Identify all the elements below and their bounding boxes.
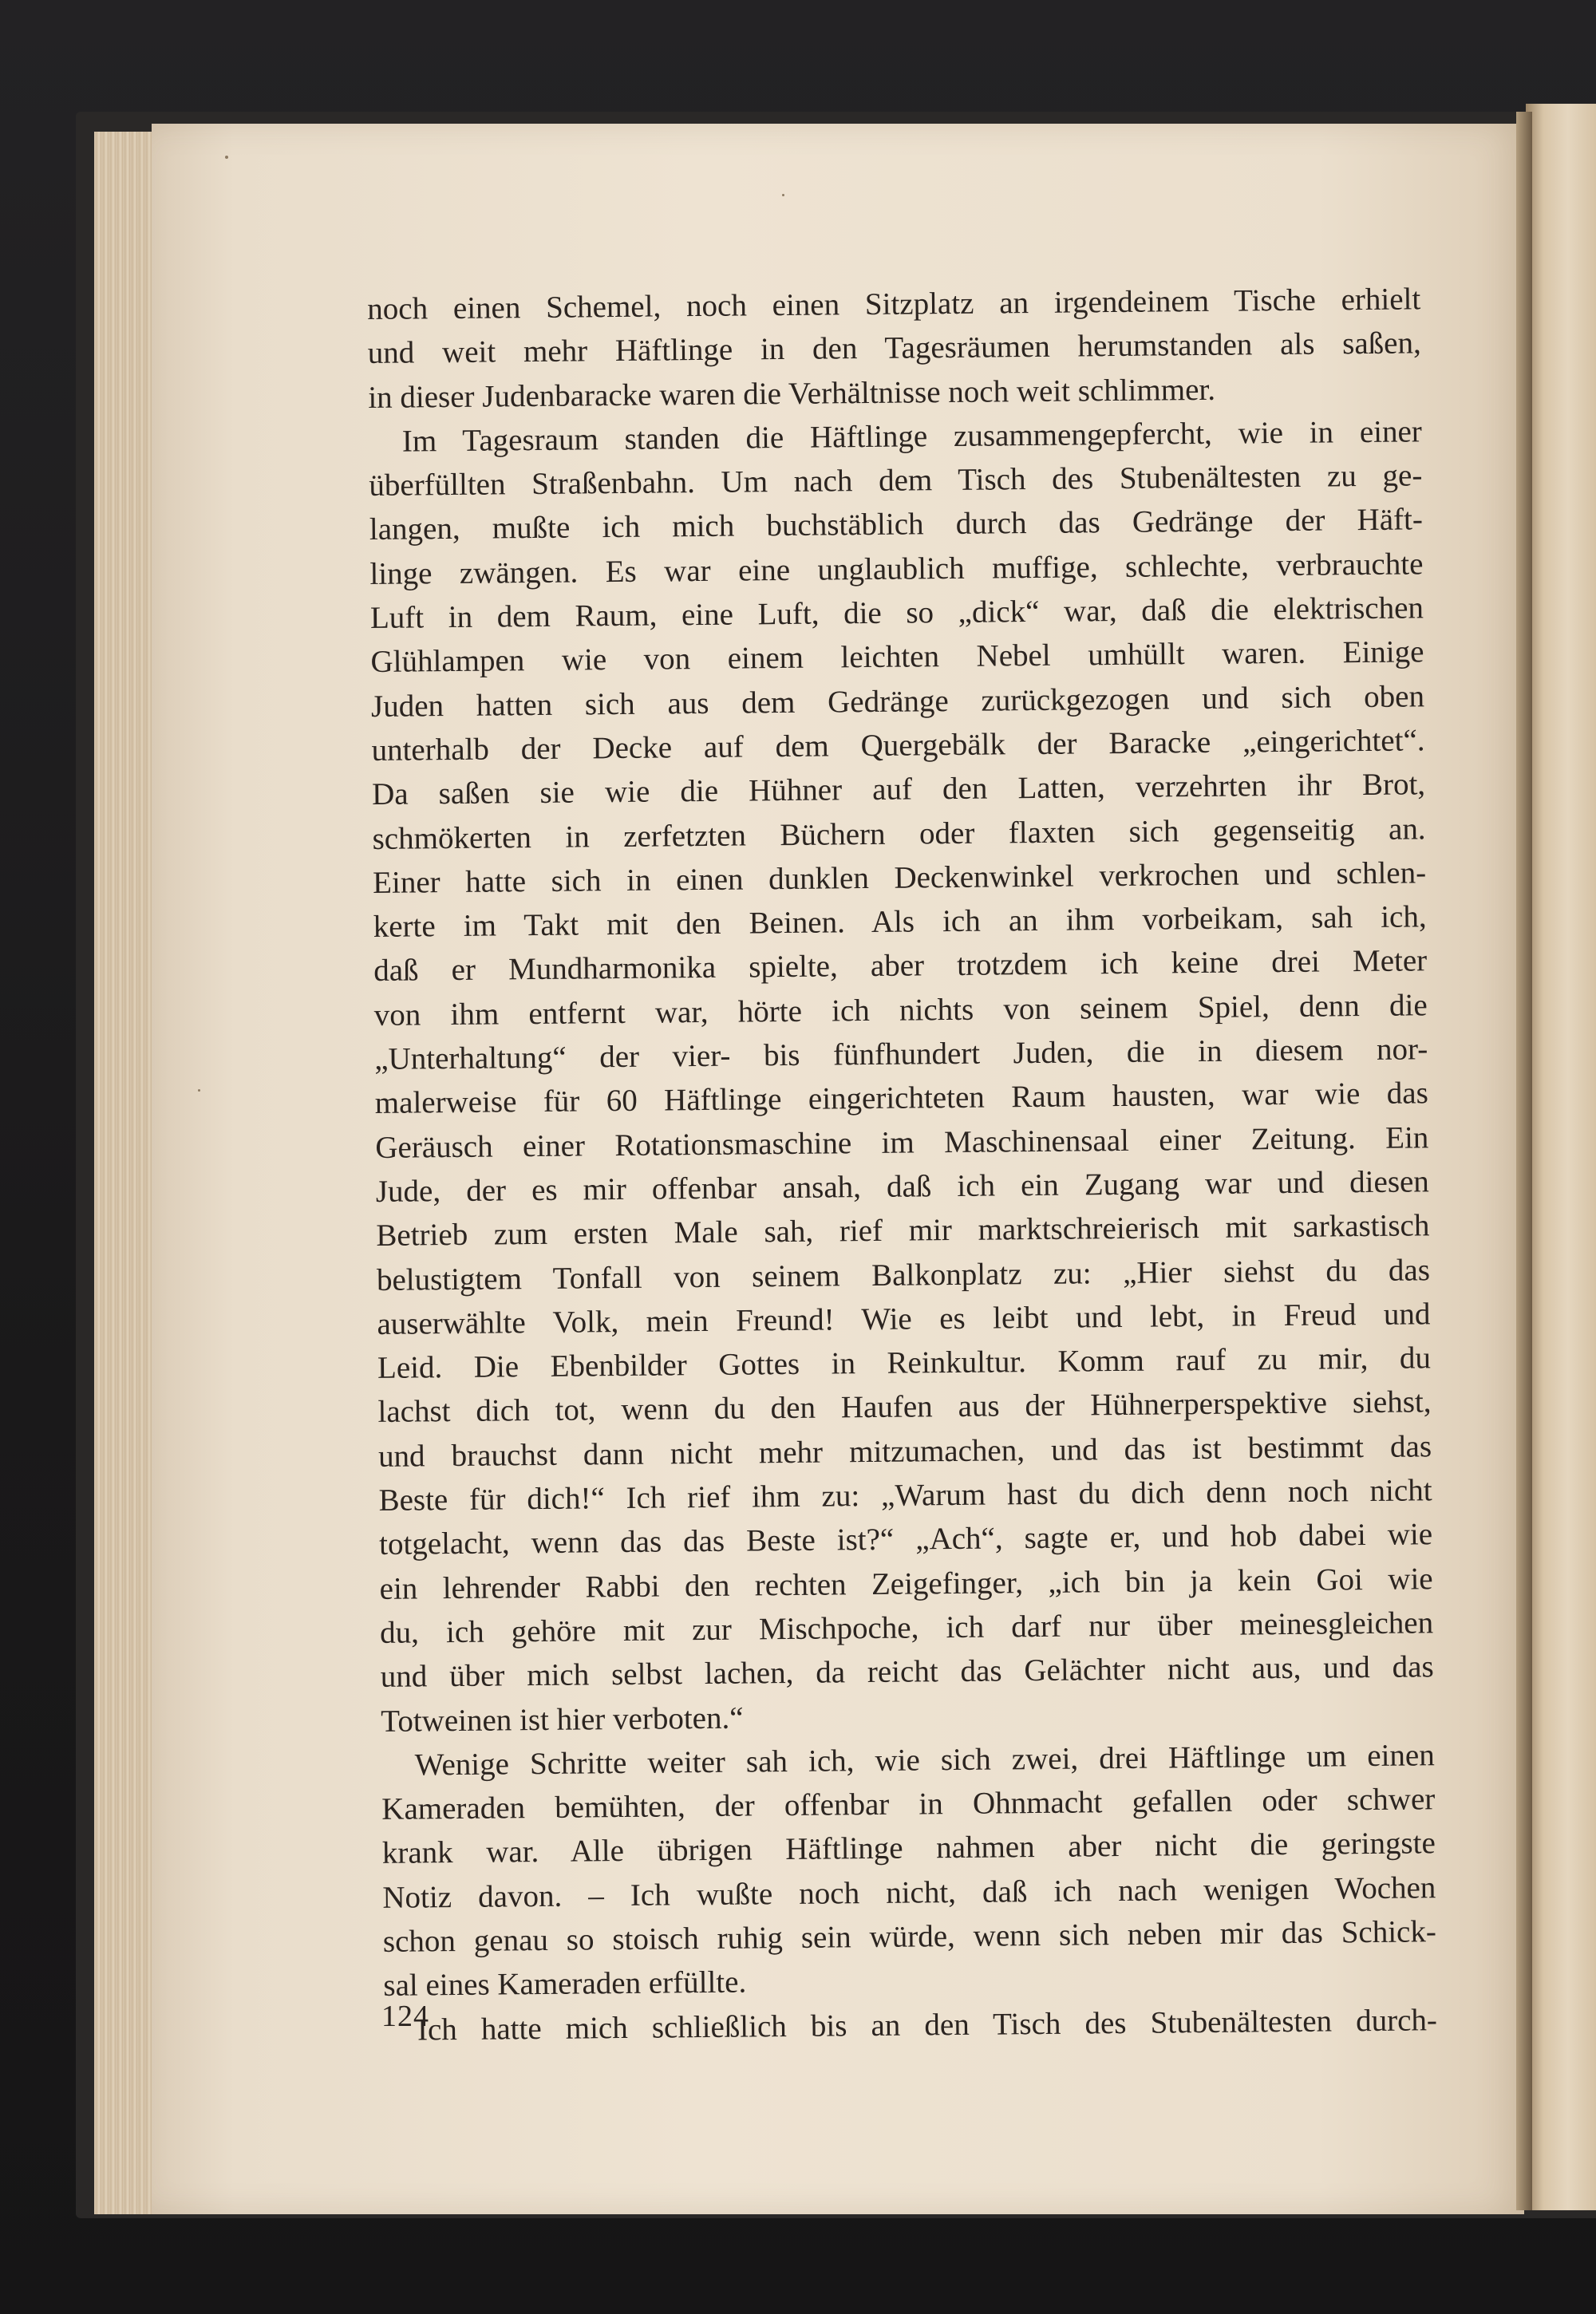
text-line: Jude, der es mir offenbar ansah, daß ich ein Zugang war und diesen [375, 1164, 1430, 1209]
paper-speck [782, 194, 784, 196]
facing-page-edge [1526, 104, 1596, 2210]
page-number: 124 [381, 2000, 429, 2033]
text-line: und über mich selbst lachen, da reicht das Gelächter nicht aus, und das [380, 1649, 1434, 1695]
text-line: kerte im Takt mit den Beinen. Als ich an ihm vorbeikam, sah ich, [373, 899, 1427, 945]
text-line: Totweinen ist hier verboten.“ [381, 1700, 744, 1739]
text-line: langen, mußte ich mich buchstäblich durch das Gedränge der Häft- [369, 502, 1424, 547]
text-line: Im Tagesraum standen die Häftlinge zusammengepfercht, wie in einer [401, 414, 1423, 459]
text-line: „Unterhaltung“ der vier- bis fünfhundert Juden, die in diesem nor- [374, 1032, 1428, 1077]
text-line: noch einen Schemel, noch einen Sitzplatz an irgendeinem Tische erhielt [367, 282, 1421, 326]
text-line: unterhalb der Decke auf dem Quergebälk der Baracke „eingerichtet“. [371, 723, 1425, 768]
paper-speck [198, 1089, 200, 1092]
text-line: du, ich gehöre mit zur Mischpoche, ich darf nur über meinesgleichen [379, 1605, 1434, 1650]
text-line: von ihm entfernt war, hörte ich nichts von seinem Spiel, denn die [373, 988, 1428, 1033]
text-line: totgelacht, wenn das das Beste ist?“ „Ach“, sagte er, und hob dabei wie [378, 1517, 1433, 1562]
text-line: Kameraden bemühten, der offenbar in Ohnmacht gefallen oder schwer [381, 1782, 1436, 1827]
text-line: Ich hatte mich schließlich bis an den Tisch des Stubenältesten durch- [417, 2002, 1438, 2047]
text-line: Da saßen sie wie die Hühner auf den Latten, verzehrten ihr Brot, [371, 767, 1426, 812]
text-line: Notiz davon. – Ich wußte noch nicht, daß ich nach wenigen Wochen [382, 1870, 1436, 1915]
text-line: lachst dich tot, wenn du den Haufen aus der Hühnerperspektive siehst, [377, 1384, 1432, 1430]
body-text [367, 277, 1437, 2051]
text-line: schon genau so stoisch ruhig sein würde, wenn sich neben mir das Schick- [382, 1914, 1437, 1959]
text-line: auserwählte Volk, mein Freund! Wie es leibt und lebt, in Freud und [377, 1297, 1431, 1341]
text-line: Wenige Schritte weiter sah ich, wie sich zwei, drei Häftlinge um einen [414, 1738, 1435, 1783]
text-line: in dieser Judenbaracke waren die Verhältnisse noch weit schlimmer. [368, 372, 1216, 415]
text-line: Einer hatte sich in einen dunklen Deckenwinkel verkrochen und schlen- [372, 855, 1427, 900]
text-line: Leid. Die Ebenbilder Gottes in Reinkultur. Komm rauf zu mir, du [377, 1341, 1432, 1386]
text-line: belustigtem Tonfall von seinem Balkonplatz zu: „Hier siehst du das [376, 1252, 1431, 1297]
paper-speck [225, 156, 228, 159]
text-line: Juden hatten sich aus dem Gedränge zurückgezogen und sich oben [370, 678, 1425, 724]
text-line: Glühlampen wie von einem leichten Nebel umhüllt waren. Einige [370, 634, 1424, 680]
text-line: daß er Mundharmonika spielte, aber trotzdem ich keine drei Meter [373, 943, 1428, 989]
text-line: und weit mehr Häftlinge in den Tagesräumen herumstanden als saßen, [367, 326, 1421, 371]
text-line: Geräusch einer Rotationsmaschine im Maschinensaal einer Zeitung. Ein [375, 1119, 1429, 1165]
text-line: Luft in dem Raum, eine Luft, die so „dick“ war, daß die elektrischen [369, 590, 1424, 636]
text-line: Betrieb zum ersten Male sah, rief mir marktschreierisch mit sarkastisch [376, 1208, 1430, 1254]
gutter-shadow [1516, 112, 1532, 2210]
text-line: ein lehrender Rabbi den rechten Zeigefinger, „ich bin ja kein Goi wie [379, 1561, 1433, 1606]
text-line: und brauchst dann nicht mehr mitzumachen, und das ist bestimmt das [377, 1428, 1432, 1474]
text-line: schmökerten in zerfetzten Büchern oder flaxten sich gegenseitig an. [372, 811, 1426, 856]
text-line: sal eines Kameraden erfüllte. [383, 1965, 747, 2004]
text-line: linge zwängen. Es war eine unglaublich muffige, schlechte, verbrauchte [369, 547, 1424, 591]
text-line: überfüllten Straßenbahn. Um nach dem Tisch des Stubenältesten zu ge- [369, 458, 1423, 503]
text-line: krank war. Alle übrigen Häftlinge nahmen aber nicht die geringste [381, 1826, 1436, 1871]
text-line: Beste für dich!“ Ich rief ihm zu: „Warum hast du dich denn noch nicht [378, 1473, 1432, 1518]
text-line: malerweise für 60 Häftlinge eingerichteten Raum hausten, war wie das [374, 1076, 1428, 1121]
